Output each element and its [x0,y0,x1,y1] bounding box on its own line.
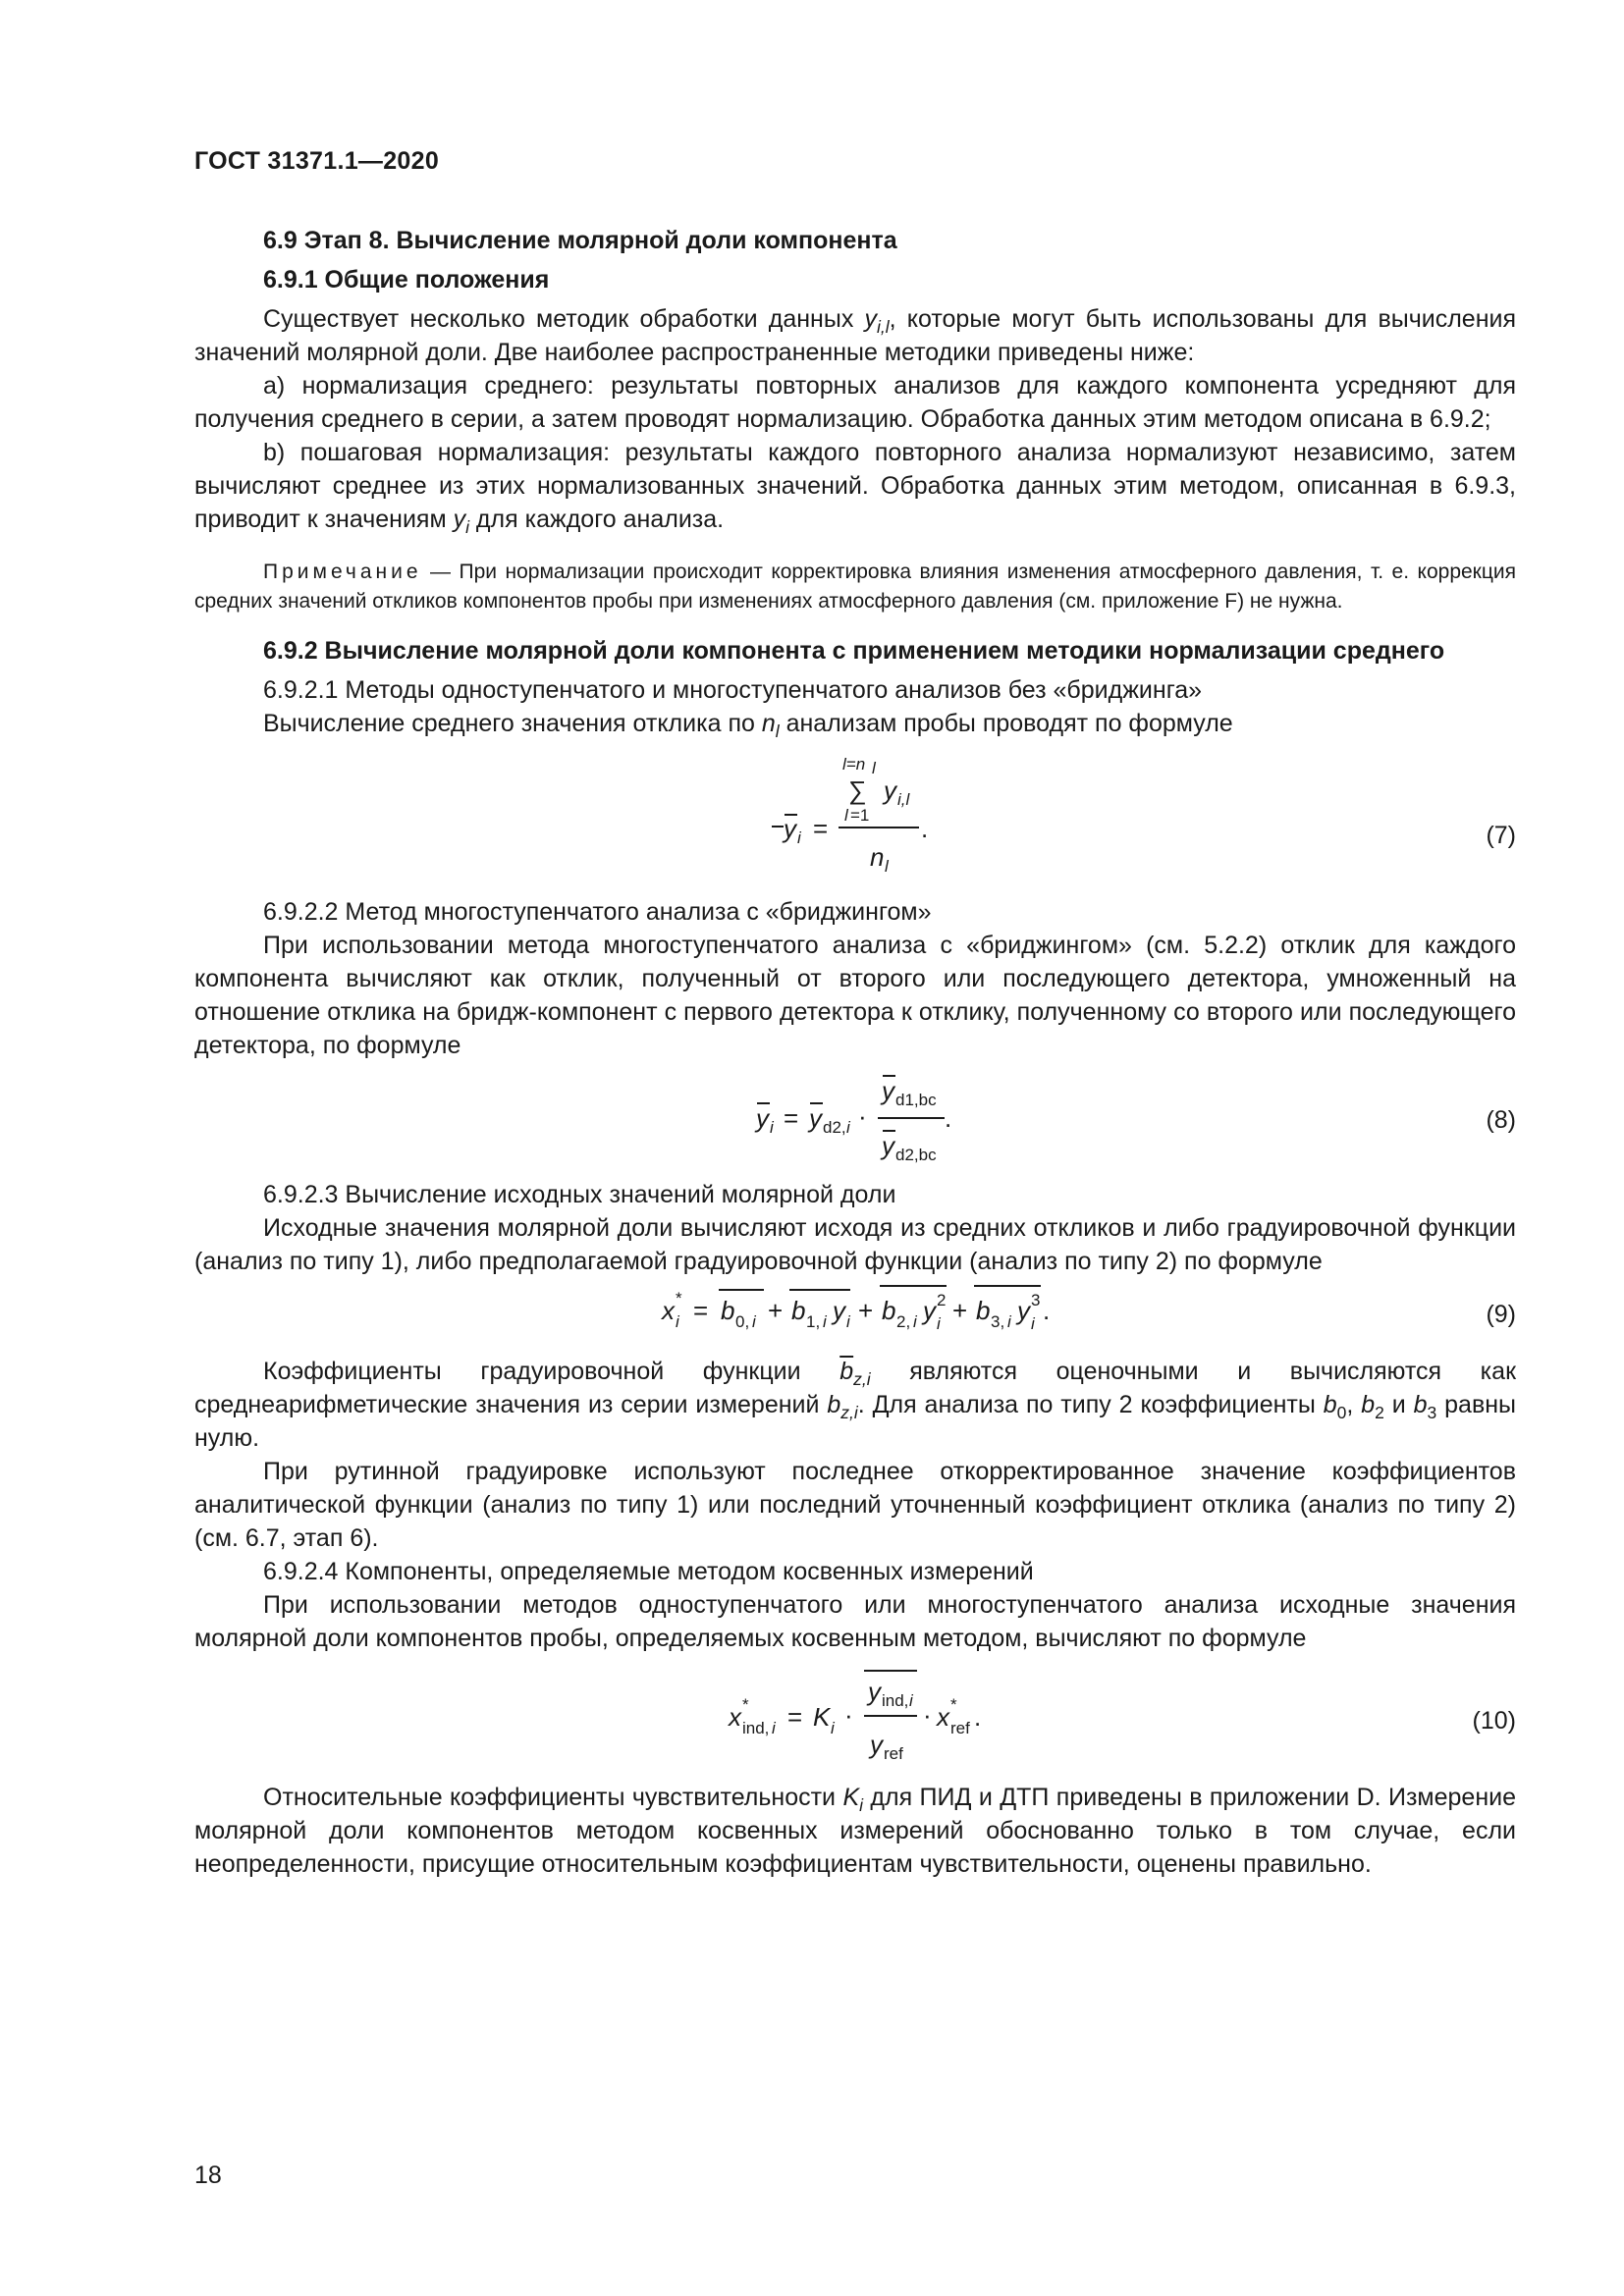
svg-text:ind,: ind, [882,1691,909,1710]
section-6-9-2-3-title: 6.9.2.3 Вычисление исходных значений молярной доли [263,1181,896,1208]
svg-text:x: x [662,1296,675,1325]
formula-10-graphic [194,1659,1516,1777]
svg-text:b: b [721,1296,735,1325]
svg-text:y: y [923,1296,936,1325]
svg-text:n: n [870,842,885,872]
svg-text:i,l: i,l [897,790,910,809]
formula-7-expression [772,755,928,876]
svg-text:3,: 3, [991,1312,1005,1331]
equation-number-9: (9) [1486,1301,1516,1328]
svg-text:*: * [742,1695,749,1714]
svg-text:=: = [813,814,829,843]
formula-9 [194,1282,1516,1351]
svg-text:.: . [921,814,929,843]
section-6-9-2-4-title: 6.9.2.4 Компоненты, определяемые методом косвенных измерений [263,1558,1034,1585]
svg-text:d1,bc: d1,bc [895,1091,937,1109]
svg-text:ind,: ind, [742,1719,770,1737]
svg-text:2: 2 [937,1291,947,1309]
svg-text:=: = [693,1296,709,1325]
svg-text:K: K [813,1702,831,1732]
svg-text:∑: ∑ [848,775,867,805]
svg-text:y: y [809,1103,822,1133]
document-body [194,224,1516,1881]
svg-text:l: l [844,806,848,825]
note [194,558,1516,616]
paragraph-indirect-methods: При использовании методов одноступенчатого или многоступенчатого анализа исходные значения молярной доли компонентов пробы, определяемых косвенным методом, вычисляют по формуле [194,1591,1516,1652]
svg-text:.: . [1043,1296,1051,1325]
section-6-9-2-2-title: 6.9.2.2 Метод многоступенчатого анализа с «бриджингом» [263,898,932,926]
equation-number-7: (7) [1486,822,1516,849]
svg-text:y: y [868,1677,881,1706]
paragraph-mean-response: Вычисление среднего значения отклика по $n_l$ анализам пробы проводят по формуле [263,710,1233,742]
svg-text:y: y [882,1131,894,1160]
formula-7-graphic [194,744,1516,891]
svg-text:y: y [784,814,796,843]
svg-text:y: y [1017,1296,1030,1325]
svg-text:y: y [756,1103,769,1133]
svg-text:.: . [974,1702,982,1732]
formula-10-expression [727,1671,981,1763]
svg-text:+: + [858,1296,874,1325]
section-6-9-1-title: 6.9.1 Общие положения [263,266,550,294]
svg-text:i: i [831,1719,835,1737]
svg-text:l: l [872,759,876,777]
svg-text:i: i [797,828,801,847]
svg-text:·: · [858,1101,867,1131]
standard-designation: ГОСТ 31371.1—2020 [194,147,440,175]
svg-text:x: x [729,1702,741,1732]
section-6-9-title: 6.9 Этап 8. Вычисление молярной доли компонента [263,227,897,254]
paragraph-relative-sensitivity: Относительные коэффициенты чувствительности $K_i$ для ПИД и ДТП приведены в приложении D. Измерение молярной доли компонентов методом косвенных измерений обоснованно только в том случае, если неопределенности, присущие относительным коэффициентам чувствительности, оценены правильно. [194,1784,1516,1878]
section-6-9-2-title: 6.9.2 Вычисление молярной доли компонента с применением методики нормализации среднего [263,637,1445,665]
list-item-b: b) пошаговая нормализация: результаты каждого повторного анализа нормализуют независимо, затем вычисляют среднее из этих нормализованных значений. Обработка данных этим методом, описанная в 6.9.3, приводит к значениям $y_i$ для каждого анализа. [194,439,1516,538]
paragraph-routine-calibration: При рутинной градуировке используют последнее откорректированное значение коэффициентов аналитической функции (анализ по типу 1) или последний уточненный коэффициент отклика (анализ по типу 2) (см. 6.7, этап 6). [194,1458,1516,1552]
svg-text:ref: ref [950,1719,970,1737]
page-number: 18 [194,2162,222,2189]
svg-text:y: y [882,1076,894,1105]
equation-number-8: (8) [1486,1106,1516,1134]
section-6-9-2-1-title: 6.9.2.1 Методы одноступенчатого и многоступенчатого анализов без «бриджинга» [263,676,1203,704]
svg-text:b: b [882,1296,896,1325]
svg-text:0,: 0, [735,1312,750,1331]
svg-text:l=n: l=n [842,755,866,774]
paragraph-initial-values: Исходные значения молярной доли вычисляют исходя из средних откликов и либо градуировочной функции (анализ по типу 1), либо предполагаемой градуировочной функции (анализ по типу 2) по формуле [194,1214,1516,1275]
paragraph-methods-intro: Существует несколько методик обработки данных $y_{i,l}$, которые могут быть использованы для вычисления значений молярной доли. Две наиболее распространенные методики приведены ниже: [194,305,1516,366]
svg-text:i: i [676,1312,679,1331]
svg-text:i: i [770,1118,774,1137]
paragraph-bridging: При использовании метода многоступенчатого анализа с «бриджингом» (см. 5.2.2) отклик для каждого компонента вычисляют как отклик, полученный от второго или последующего детектора, умноженный на отношение отклика на бридж-компонент с первого детектора к отклику, полученному со второго или последующего детектора, по формуле [194,932,1516,1059]
note-text: — При нормализации происходит корректировка влияния изменения атмосферного давления, т. е. коррекция средних значений откликов компонентов пробы при изменениях атмосферного давления (см. приложение F) не нужна. [194,561,1516,613]
svg-text:·: · [923,1700,932,1730]
formula-9-expression [660,1286,1050,1333]
formula-7 [194,744,1516,891]
svg-text:b: b [976,1296,991,1325]
formula-9-graphic [194,1282,1516,1351]
svg-text:2,: 2, [896,1312,911,1331]
equation-number-10: (10) [1472,1707,1516,1735]
formula-8-expression [754,1076,951,1164]
svg-text:y: y [884,775,896,805]
svg-text:+: + [952,1296,968,1325]
svg-text:i: i [909,1691,913,1710]
svg-text:i: i [752,1312,756,1331]
svg-text:*: * [950,1695,957,1714]
svg-text:=: = [787,1702,803,1732]
svg-text:l: l [885,857,889,876]
formula-8-graphic [194,1066,1516,1174]
svg-text:d2,bc: d2,bc [895,1146,937,1164]
paragraph-coefficients: Коэффициенты градуировочной функции $\overline{b}_{z,i}$ являются оценочными и вычисляются как среднеарифметические значения из серии измерений $b_{z,i}$. Для анализа по типу 2 коэффициенты $b_0$, $b_2$ и $b_3$ равны нулю. [194,1358,1517,1452]
formula-10 [194,1659,1516,1777]
svg-text:i: i [1007,1312,1011,1331]
svg-text:i: i [913,1312,917,1331]
list-item-a: а) нормализация среднего: результаты повторных анализов для каждого компонента усредняют для получения среднего в серии, а затем проводят нормализацию. Обработка данных этим методом описана в 6.9.2; [194,372,1516,433]
svg-text:y: y [870,1730,883,1759]
svg-text:=1: =1 [850,806,870,825]
svg-text:+: + [768,1296,784,1325]
svg-text:d2,: d2, [823,1118,846,1137]
svg-text:i: i [846,1312,850,1331]
svg-text:i: i [937,1314,941,1333]
svg-text:i: i [772,1719,776,1737]
svg-text:1,: 1, [806,1312,821,1331]
svg-text:*: * [676,1289,682,1308]
svg-text:b: b [791,1296,806,1325]
svg-text:.: . [945,1103,952,1133]
svg-text:i: i [1031,1314,1035,1333]
svg-text:y: y [833,1296,845,1325]
note-label: Примечание [263,561,422,583]
svg-text:3: 3 [1031,1291,1041,1309]
svg-text:i: i [846,1118,850,1137]
svg-text:x: x [937,1702,949,1732]
svg-text:i: i [823,1312,827,1331]
svg-text:=: = [784,1103,799,1133]
formula-8 [194,1066,1516,1174]
svg-text:ref: ref [884,1744,903,1763]
svg-text:·: · [844,1700,853,1730]
